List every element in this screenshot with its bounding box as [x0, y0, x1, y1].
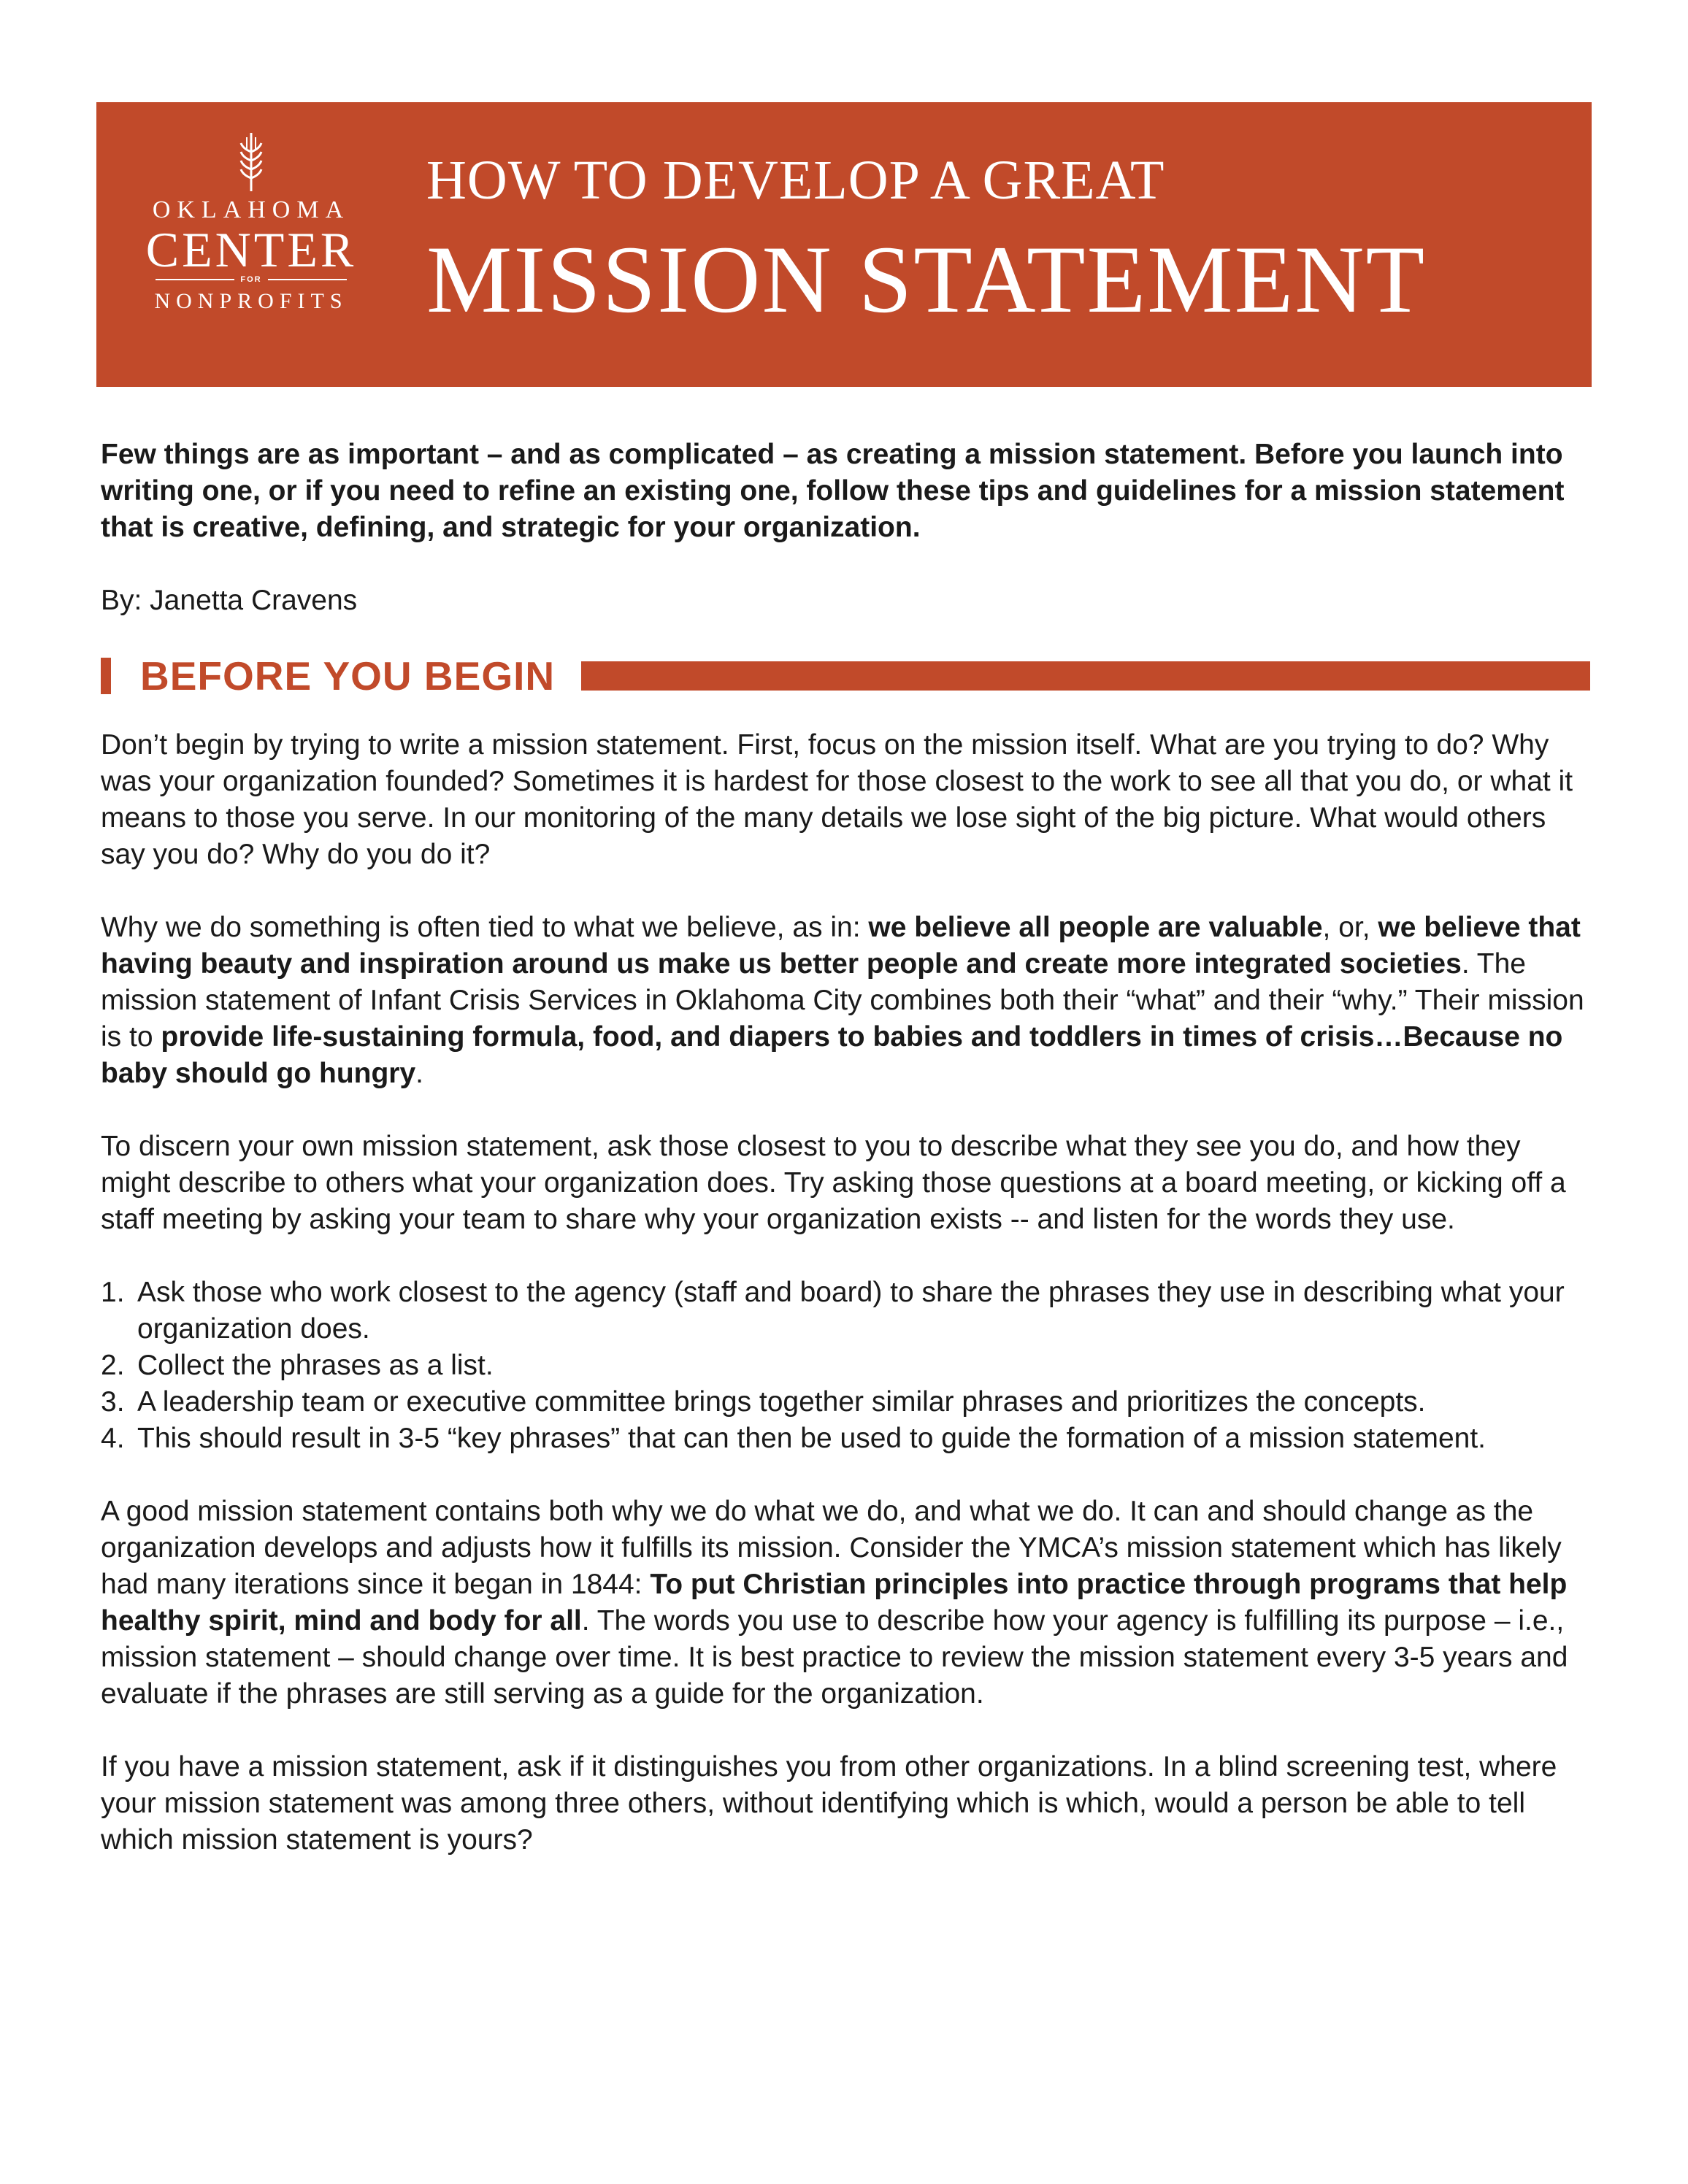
list-item-text: Ask those who work closest to the agency (staff and board) to share the phrases they use in describing what your organization does. [137, 1277, 1565, 1345]
paragraph-1: Don’t begin by trying to write a mission statement. First, focus on the mission itself. What are you trying to do? Why was your organization founded? Sometimes it is hardest for those closest to the work to see all that you do, or what it means to those you serve. In our monitoring of the many details we lose sight of the big picture. What would others say you do? Why do you do it? [101, 729, 1573, 870]
list-item [101, 1274, 1590, 1347]
paragraph-2-bold-d: we believe that having beauty and inspiration around us make us better people and create more integrated societies [101, 912, 1581, 980]
paragraph-2-bold-b: we believe all people are valuable [868, 912, 1323, 943]
paragraph-4-text-a: A good mission statement contains both why we do what we do, and what we do. It can and should change as the organization develops and adjusts how it fulfills its mission. Consider the YMCA’s mission statement which has likely had many iterations since it began in 1844: [101, 1496, 1562, 1600]
logo-line-for: FOR [240, 275, 262, 284]
list-item-text: This should result in 3-5 “key phrases” that can then be used to guide the formation of a mission statement. [137, 1423, 1486, 1454]
list-item [101, 1420, 1590, 1457]
logo-line-nonprofits: NONPROFITS [154, 289, 348, 313]
logo-rule-right [268, 279, 347, 280]
paragraph-4 [101, 1493, 1590, 1712]
section-header-before-you-begin [101, 654, 1590, 698]
paragraph-4-text-c: . The words you use to describe how your agency is fulfilling its purpose – i.e., mission statement – should change over time. It is best practice to review the mission statement every 3-5 years and evaluate if the phrases are still serving as a guide for the organization. [101, 1605, 1568, 1710]
section-heading: BEFORE YOU BEGIN [140, 653, 556, 699]
organization-logo [142, 133, 361, 359]
list-item-number: 4. [101, 1423, 125, 1454]
byline: By: Janetta Cravens [101, 585, 358, 616]
paragraph-5: If you have a mission statement, ask if it distinguishes you from other organizations. In a blind screening test, where your mission statement was among three others, without identifying which is which, would a person be able to tell which mission statement is yours? [101, 1751, 1557, 1856]
steps-list [101, 1274, 1590, 1457]
logo-line-center: CENTER [145, 222, 357, 277]
document-body [101, 437, 1590, 1858]
paragraph-2-text-e: . The mission statement of Infant Crisis Services in Oklahoma City combines both their “what” and their “why.” Their mission is to [101, 948, 1584, 1053]
list-item-number: 3. [101, 1386, 125, 1418]
paragraph-2 [101, 910, 1590, 1092]
logo-rule-left [156, 279, 234, 280]
section-marker [101, 658, 111, 694]
section-rule [581, 661, 1590, 691]
list-item-text: Collect the phrases as a list. [137, 1350, 494, 1381]
list-item [101, 1347, 1590, 1384]
list-item-number: 2. [101, 1350, 125, 1381]
list-item-text: A leadership team or executive committee brings together similar phrases and prioritizes the concepts. [137, 1386, 1426, 1418]
list-item [101, 1384, 1590, 1420]
title-line-1: HOW TO DEVELOP A GREAT [426, 150, 1165, 211]
intro-paragraph: Few things are as important – and as complicated – as creating a mission statement. Before you launch into writing one, or if you need to refine an existing one, follow these tips and guidelines for a mission statement that is creative, defining, and strategic for your organization. [101, 439, 1565, 543]
wheat-icon [237, 133, 266, 191]
header-banner [96, 102, 1592, 387]
paragraph-2-bold-f: provide life-sustaining formula, food, and diapers to babies and toddlers in times of crisis…Because no baby should go hungry [101, 1021, 1563, 1089]
paragraph-2-text-g: . [415, 1058, 423, 1089]
list-item-number: 1. [101, 1277, 125, 1308]
title-line-2: MISSION STATEMENT [426, 226, 1427, 333]
paragraph-3: To discern your own mission statement, ask those closest to you to describe what they see you do, and how they might describe to others what your organization does. Try asking those questions at a board meeting, or kicking off a staff meeting by asking your team to share why your organization exists -- and listen for the words they use. [101, 1131, 1566, 1235]
paragraph-2-text-a: Why we do something is often tied to what we believe, as in: [101, 912, 869, 943]
logo-line-oklahoma: OKLAHOMA [152, 196, 350, 223]
paragraph-4-bold-b: To put Christian principles into practice through programs that help healthy spirit, mind and body for all [101, 1569, 1568, 1637]
paragraph-2-text-c: , or, [1322, 912, 1378, 943]
